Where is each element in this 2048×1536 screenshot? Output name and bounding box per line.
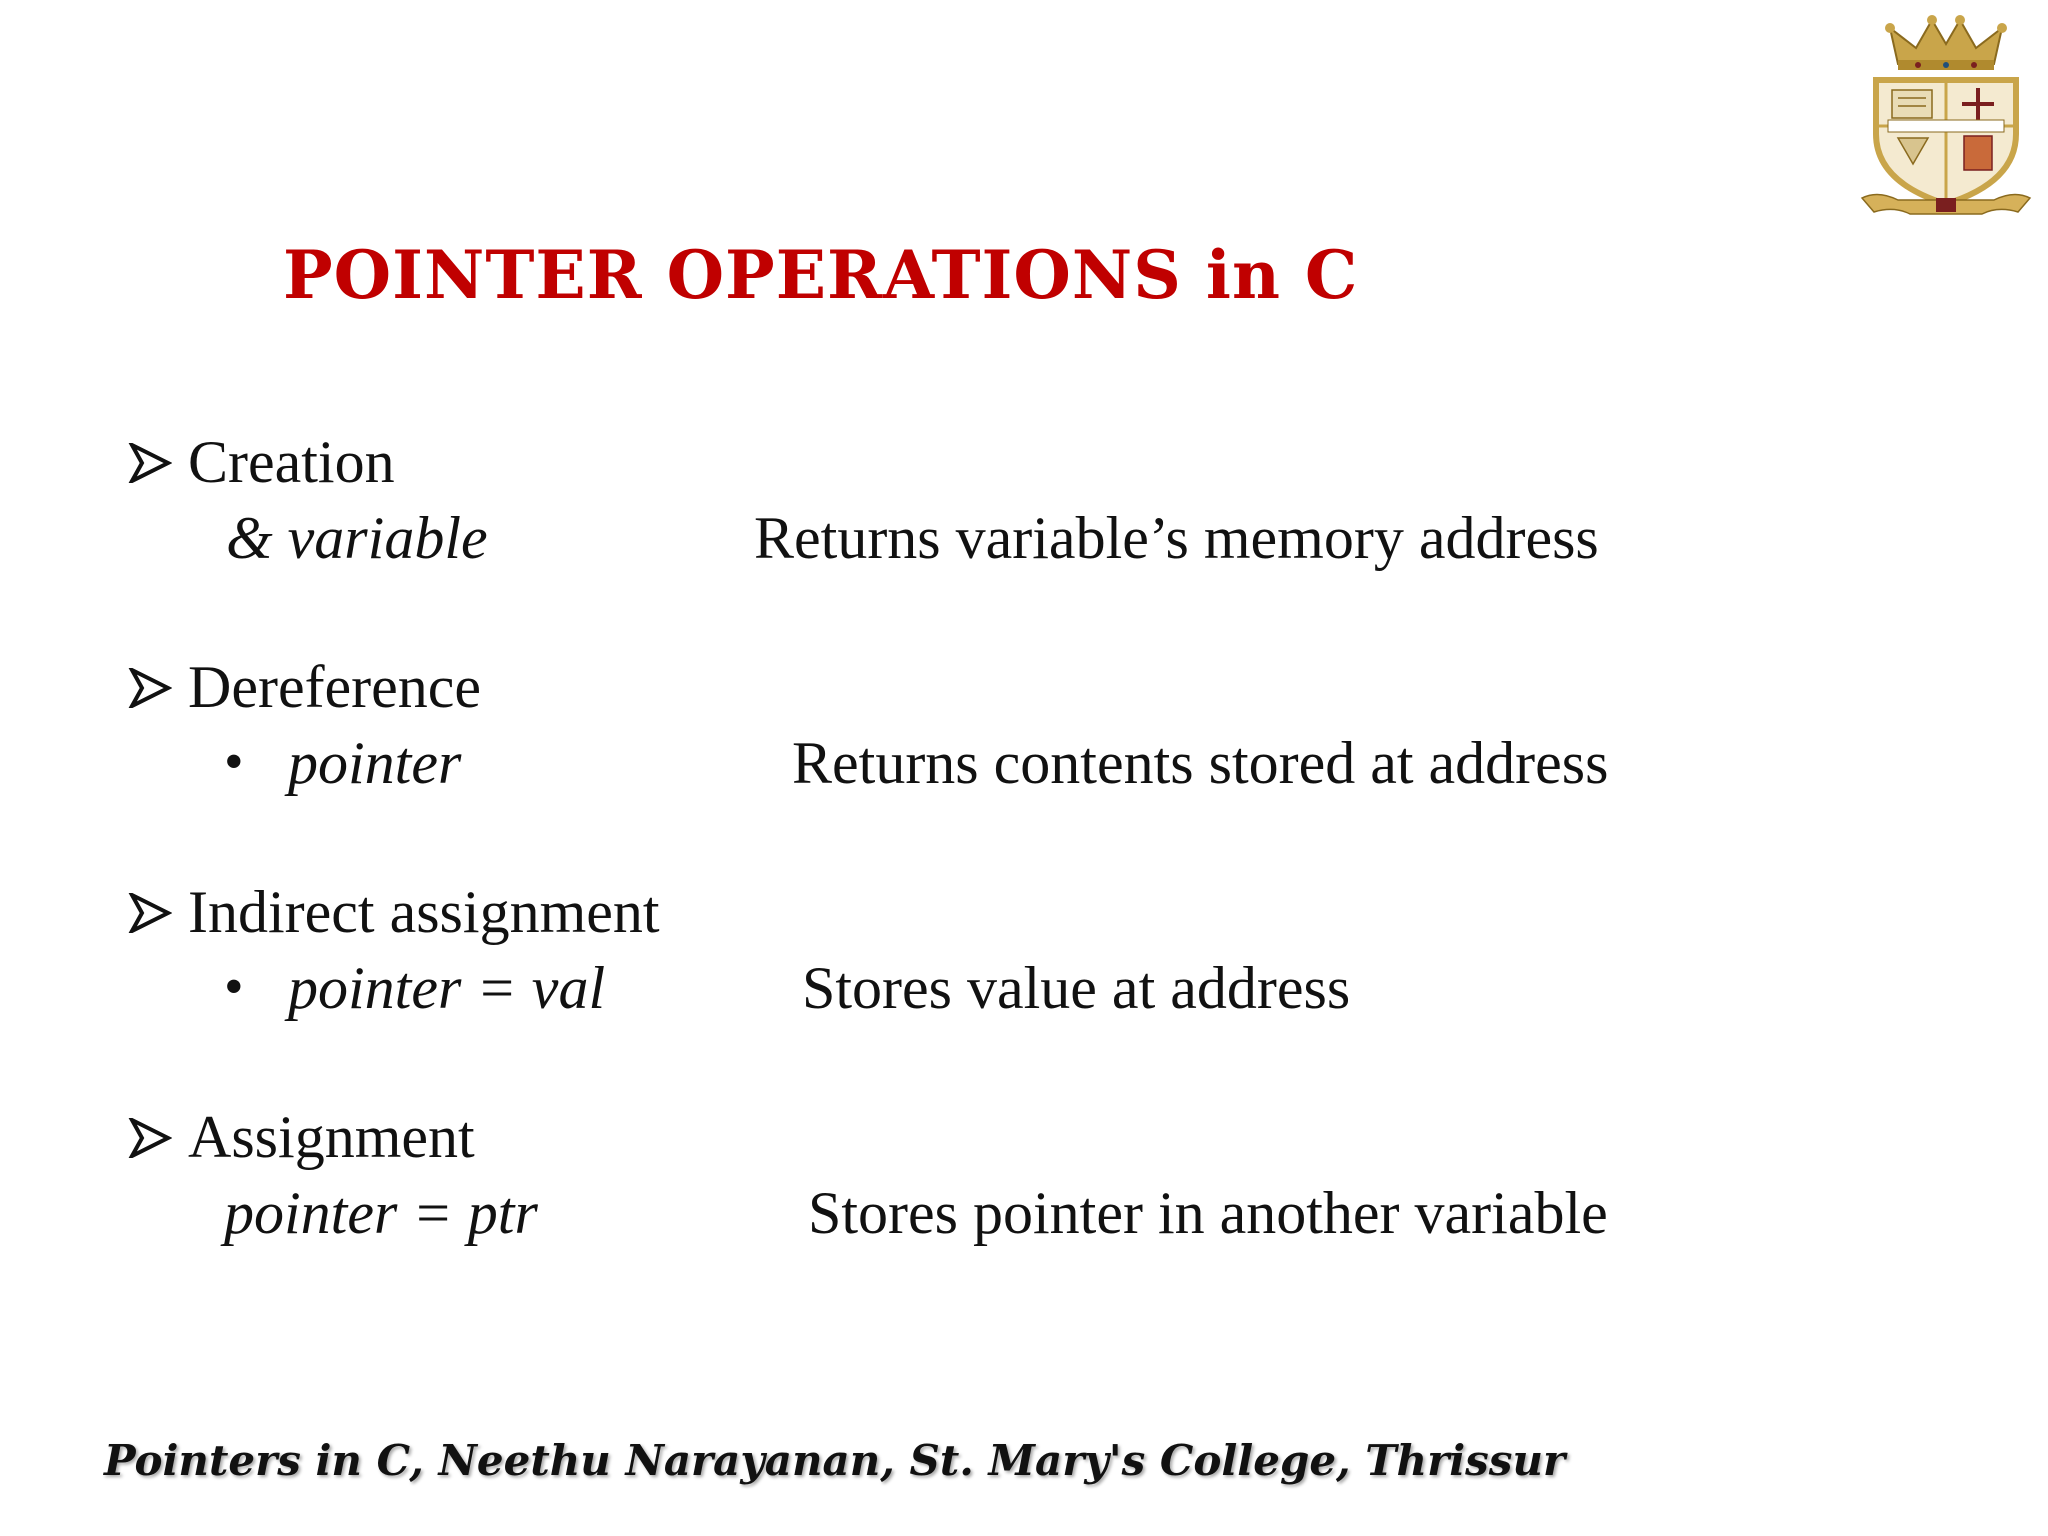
operation-description: Stores pointer in another variable [808, 1180, 1608, 1246]
operation-expression: & variable [226, 505, 488, 571]
operation-description: Returns contents stored at address [792, 730, 1609, 796]
operation-heading: Dereference [188, 654, 482, 720]
operation-description: Returns variable’s memory address [754, 505, 1599, 571]
operation-description: Stores value at address [802, 955, 1351, 1021]
operation-heading: Creation [188, 429, 395, 495]
operation-expression: pointer [288, 730, 462, 796]
sub-bullet: • [224, 956, 244, 1018]
sub-bullet: • [224, 731, 244, 793]
operation-heading: Assignment [188, 1104, 475, 1170]
college-crest-icon [1858, 14, 2034, 224]
page-title: POINTER OPERATIONS in C [283, 236, 1359, 314]
operation-expression: pointer = val [288, 955, 606, 1021]
arrow-bullet-icon [128, 443, 172, 483]
operation-heading: Indirect assignment [188, 879, 660, 945]
arrow-bullet-icon [128, 668, 172, 708]
footer-credit: Pointers in C, Neethu Narayanan, St. Mary's College, Thrissur [104, 1436, 1566, 1485]
arrow-bullet-icon [128, 1118, 172, 1158]
arrow-bullet-icon [128, 893, 172, 933]
operation-expression: pointer = ptr [224, 1180, 538, 1246]
